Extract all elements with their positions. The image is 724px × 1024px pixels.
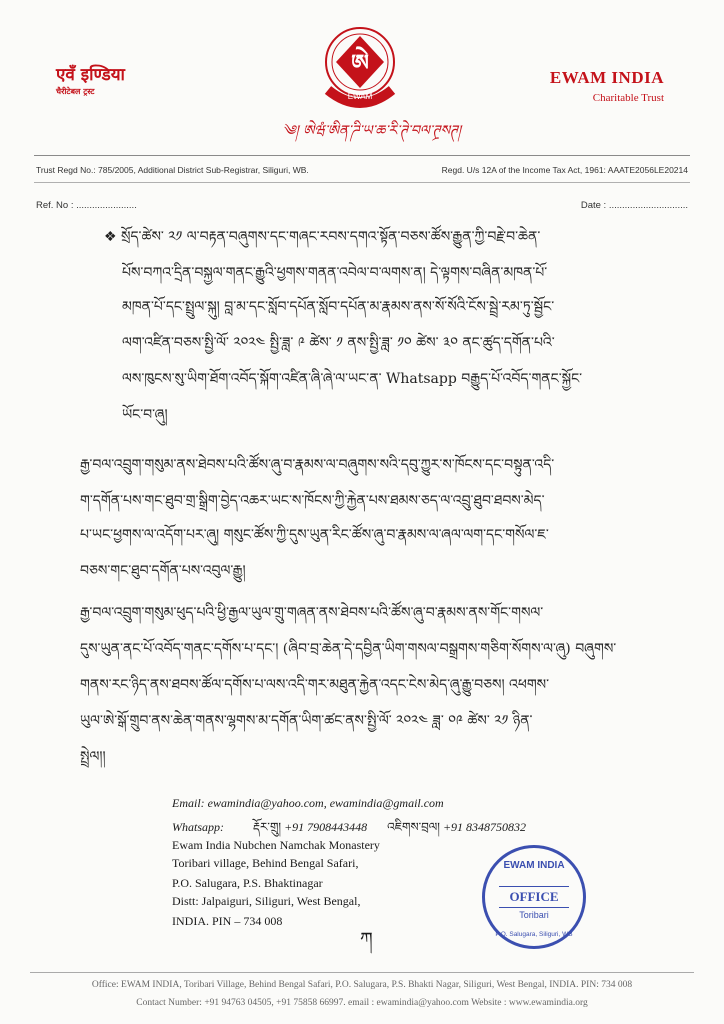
footer-contact: Contact Number: +91 94763 04505, +91 75858 66997. email : ewamindia@yahoo.com Website : www.ewamindia.org xyxy=(136,998,588,1008)
stamp-bottom-text: P.O. Salugara, Siliguri, WB xyxy=(495,931,573,938)
tibetan-org-title: ༄། ཨེཝཾ་ཨིན་ཌི་ཡ་ཆ་རི་ཊེ་བལ་ཊྲསཊ། xyxy=(282,123,461,139)
address-line: Toribari village, Behind Bengal Safari, xyxy=(172,856,359,870)
letter-line: པོས་བཀའ་དྲིན་བསྐྱལ་གནང་རྒྱུའི་ཕྱགས་གནན་འབེལ་བ་ལགས་ན། དེ་ལྟགས་བཞིན་མཁན་པོ་ xyxy=(122,265,548,281)
letter-line: གནས་རང་ཉིད་ནས་ཐབས་ཚོལ་དགོས་པ་ལས་འདི་གར་མཐུན་རྐྱེན་འདང་ངེས་མེད་ཞུ་རྒྱུ་བཅས། འཕགས་ xyxy=(80,677,550,693)
letter-line: དུས་ཡུན་ནང་པོ་འབོད་གནང་དགོས་པ་དང་། (ཞིབ་བྲ་ཆེན་དེ་དབྱིན་ཡིག་གསལ་བསྒྲགས་གཅིག་སོགས་ལ་ཞུ) བཞུགས་ xyxy=(80,641,617,657)
letter-line: ཡུལ་ཨེ་སྒོ་གྲུབ་ནས་ཆེན་གནས་ལྷགས་མ་དགོན་ཡིག་ཚང་ནས་སྤྱི་ལོ་ ༢༠༢༤ ཟླ་ ༠༩ ཚེས་ ༢༡ ཉིན་ xyxy=(80,713,533,729)
whatsapp-number[interactable]: +91 8348750832 xyxy=(442,820,527,834)
footer-divider xyxy=(30,972,694,973)
letter-line: སྤྲེལ།། xyxy=(80,749,106,765)
trust-registration: Trust Regd No.: 785/2005, Additional District Sub-Registrar, Siliguri, WB. xyxy=(36,165,309,175)
tax-registration: Regd. U/s 12A of the Income Tax Act, 1961: AAATE2056LE20214 xyxy=(441,165,688,175)
address-line: Distt: Jalpaiguri, Siliguri, West Bengal, xyxy=(172,894,361,908)
email-addresses[interactable]: ewamindia@yahoo.com, ewamindia@gmail.com xyxy=(207,796,444,810)
email-line xyxy=(172,796,444,811)
stamp-top-text: EWAM INDIA xyxy=(503,860,565,871)
letter-line: བཅས་གང་ཐུབ་དགོན་པས་འབུལ་རྒྱུ། xyxy=(80,563,246,579)
registration-divider xyxy=(34,182,690,183)
ref-number: Ref. No : ....................... xyxy=(36,200,137,211)
footer-address: Office: EWAM INDIA, Toribari Village, Behind Bengal Safari, P.O. Salugara, P.S. Bhakti Nagar, Siliguri, West Bengal, INDIA. PIN: 734 008 xyxy=(91,980,633,990)
svg-text:ཨེ: ཨེ xyxy=(351,50,369,76)
header-divider xyxy=(34,155,690,156)
address-line: INDIA. PIN – 734 008 xyxy=(172,914,283,928)
date-field: Date : .............................. xyxy=(580,200,688,211)
letter-line: རྒྱ་བལ་འབྲུག་གསུམ་ནས་ཐེབས་པའི་ཚོས་ཞུ་བ་རྣམས་ལ་བཞུགས་སའི་དབུ་ཀྱུར་ས་ཁོངས་དང་བསྟུན་འདི་ xyxy=(80,457,555,473)
hindi-org-name: एवँ इण्डिया xyxy=(56,65,125,85)
address-line: Ewam India Nubchen Namchak Monastery xyxy=(172,838,380,852)
office-stamp xyxy=(482,845,586,949)
whatsapp-number[interactable]: +91 7908443448 xyxy=(284,820,368,834)
letter-line: ལག་འཛིན་བཅས་སྤྱི་ལོ་ ༢༠༢༤ སྤྱི་ཟླ་ ༩ ཚེས་ ༡ ནས་སྤྱི་ཟླ་ ༡༠ ཚེས་ ༣༠ ནང་ཚུད་དགོན་པའི་ xyxy=(122,335,555,351)
org-subtitle-english: Charitable Trust xyxy=(592,92,664,104)
letter-line: རྒྱ་བལ་འབྲུག་གསུམ་ཕུད་པའི་ཕྱི་རྒྱལ་ཡུལ་གྲུ་གཞན་ནས་ཐེབས་པའི་ཚོས་ཞུ་བ་རྣམས་ནས་གོང་གསལ་ xyxy=(80,605,544,621)
whatsapp-label: Whatsapp: xyxy=(172,820,224,834)
letter-line: ❖ སྲོད་ཚེས་ ༢༡ ལ་བརྟན་བཞུགས་དང་གཞང་རབས་དགའ་སྟོན་བཅས་ཚོས་རྒྱུན་ཀྱི་བརྗེ་བ་ཆེན་ xyxy=(104,229,541,245)
whatsapp-contact-name: རྡོར་གྲུ། xyxy=(253,820,282,834)
stamp-center-text: OFFICE xyxy=(499,886,569,908)
letter-line: ལས་ཁུངས་སུ་ཡིག་ཐོག་འབོད་སྐོག་འཛིན་ཞི་ཞེ་ལ་ཡང་ན་ Whatsapp བརྒྱུད་པོ་འབོད་གནང་སྐྱོང་ xyxy=(122,371,583,387)
logo-banner-text: EWAM xyxy=(347,92,373,101)
address-line: P.O. Salugara, P.S. Bhaktinagar xyxy=(172,876,323,890)
letter-line: པ་ཡང་ཕྱགས་ལ་འདོག་པར་ཞུ། གསུང་ཚོས་ཀྱི་དུས་ཡུན་རིང་ཚོས་ཞུ་བ་རྣམས་ལ་ཞལ་ལག་དང་གསོལ་ཇ་ xyxy=(80,527,549,543)
email-label: Email: xyxy=(172,796,205,810)
letter-line: མཁན་པོ་དང་སྤྲུལ་སྐུ། བླ་མ་དང་སློབ་དཔོན་སློབ་དཔོན་མ་རྣམས་ནས་སོ་སོའི་ངོས་སྦྲེ་རམ་ཏུ་སྦྱོང་ xyxy=(122,299,555,315)
whatsapp-contact-name: འཇིགས་བྲལ། xyxy=(387,820,440,834)
hindi-org-subtitle: चैरीटेबल ट्रस्ट xyxy=(56,87,95,96)
letter-line: ག་དགོན་པས་གང་ཐུབ་གྲ་སྒྲིག་བྱེད་འཆར་ཡང་ས་ཁོངས་ཀྱི་རྐྱེན་པས་ཐམས་ཅད་ལ་འབྲུ་ཐུབ་ཐབས་མེད་ xyxy=(80,493,545,509)
org-name-english: EWAM INDIA xyxy=(549,68,664,87)
stamp-center-sub: Toribari xyxy=(519,910,549,920)
letter-line: ཡོང་བ་ཞུ། xyxy=(122,407,168,423)
signature: ཀ xyxy=(360,929,373,950)
